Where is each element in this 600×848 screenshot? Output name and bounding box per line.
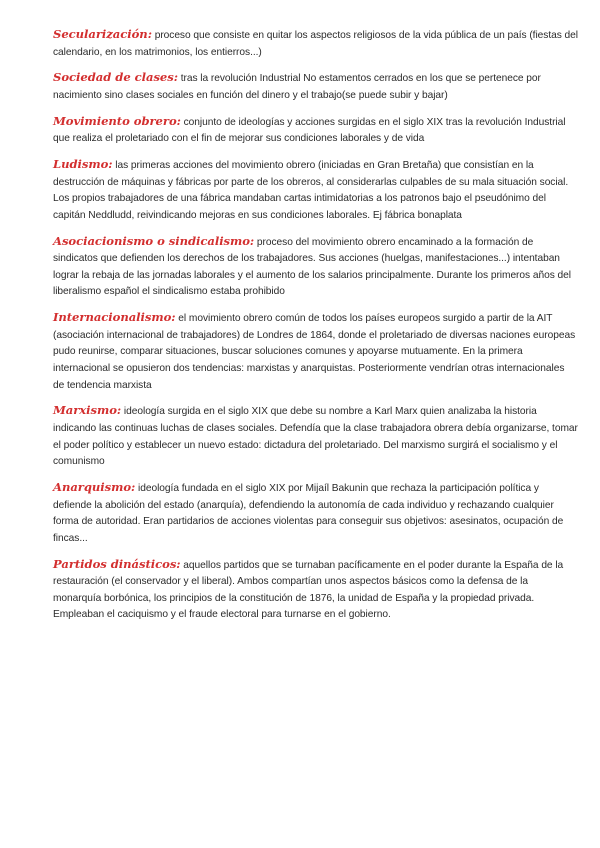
- term-definition: ideología fundada en el siglo XIX por Mijaíl Bakunin que rechaza la participación política y defiende la abolición del estado (anarquía), defendiendo la autonomía de cada individuo y rechazando cualquier forma de autoridad. Eran partidarios de acciones violentas para conseguir sus objetivos: asesinatos, ocupación de fincas...: [53, 482, 564, 544]
- term-heading: Marxismo:: [53, 403, 122, 418]
- term-heading: Secularización:: [53, 27, 152, 41]
- term-heading: Movimiento obrero:: [53, 113, 181, 128]
- glossary-entry-ludismo: [53, 156, 578, 224]
- term-definition: tras la revolución Industrial No estamentos cerrados en los que se pertenece por nacimiento sino clases sociales en función del dinero y el trabajo(se puede subir y bajar): [53, 73, 541, 101]
- glossary-entry-movimiento-obrero: [53, 113, 578, 148]
- glossary-entry-marxismo: [53, 402, 578, 470]
- term-heading: Asociacionismo o sindicalismo:: [53, 233, 255, 248]
- term-definition: proceso que consiste en quitar los aspectos religiosos de la vida pública de un país (fiestas del calendario, en los matrimonios, los entierros...): [53, 30, 578, 58]
- term-heading: Partidos dinásticos:: [53, 556, 181, 571]
- term-definition: las primeras acciones del movimiento obrero (iniciadas en Gran Bretaña) que consistían en la destrucción de máquinas y fábricas por parte de los obreros, al considerarlas culpables de su mala situación social. Los propios trabajadores de una fábrica mandaban cartas intimidatorias a los patronos bajo el pseudónimo del capitán Neddludd, reivindicando mejoras en sus condiciones laborales. Ej fábrica bonaplata: [53, 160, 569, 221]
- term-definition: ideología surgida en el siglo XIX que debe su nombre a Karl Marx quien analizaba la historia indicando las continuas luchas de clases sociales. Defendía que la clase trabajadora obrera debía organizarse, tomar el poder político y establecer un nuevo estado: dictadura del proletariado. Del marxismo surgirá el socialismo y el comunismo: [53, 406, 578, 468]
- glossary-entry-anarquismo: [53, 479, 578, 547]
- glossary-entry-sociedad-de-clases: [53, 69, 578, 104]
- glossary-entry-asociacionismo: [53, 233, 578, 301]
- term-definition: proceso del movimiento obrero encaminado a la formación de sindicatos que defienden los derechos de los trabajadores. Sus acciones (huelgas, manifestaciones...) intentaban lograr la rebaja de las jornadas laborales y el aumento de los salarios principalmente. Durante los primeros años del liberalismo español el sindicalismo estaba prohibido: [53, 236, 571, 298]
- term-heading: Internacionalismo:: [53, 310, 176, 325]
- glossary-entry-internacionalismo: [53, 309, 578, 394]
- term-heading: Ludismo:: [53, 157, 113, 172]
- glossary-entry-secularizacion: [53, 26, 578, 61]
- glossary-entry-partidos-dinasticos: [53, 556, 578, 624]
- term-definition: conjunto de ideologías y acciones surgidas en el siglo XIX tras la revolución Industrial que realiza el proletariado con el fin de mejorar sus condiciones laborales y de vida: [53, 116, 566, 145]
- term-heading: Sociedad de clases:: [53, 70, 178, 85]
- term-heading: Anarquismo:: [53, 479, 136, 494]
- term-definition: aquellos partidos que se turnaban pacíficamente en el poder durante la España de la restauración (el conservador y el liberal). Ambos compartían unos aspectos básicos como la defensa de la monarquía borbónica, los principios de la constitución de 1876, la unidad de España y la propiedad privada. Empleaban el caciquismo y el fraude electoral para turnarse en el gobierno.: [53, 559, 564, 621]
- term-definition: el movimiento obrero común de todos los países europeos surgido a partir de la AIT (asociación internacional de trabajadores) de Londres de 1864, donde el proletariado de diversas naciones europeas pudo reunirse, comparar situaciones, buscar soluciones comunes y apoyarse mutuamente. En la primera internacional se opusieron dos tendencias: marxistas y anarquistas. Posteriormente vendrían otras internacionales de tendencia marxista: [53, 313, 576, 391]
